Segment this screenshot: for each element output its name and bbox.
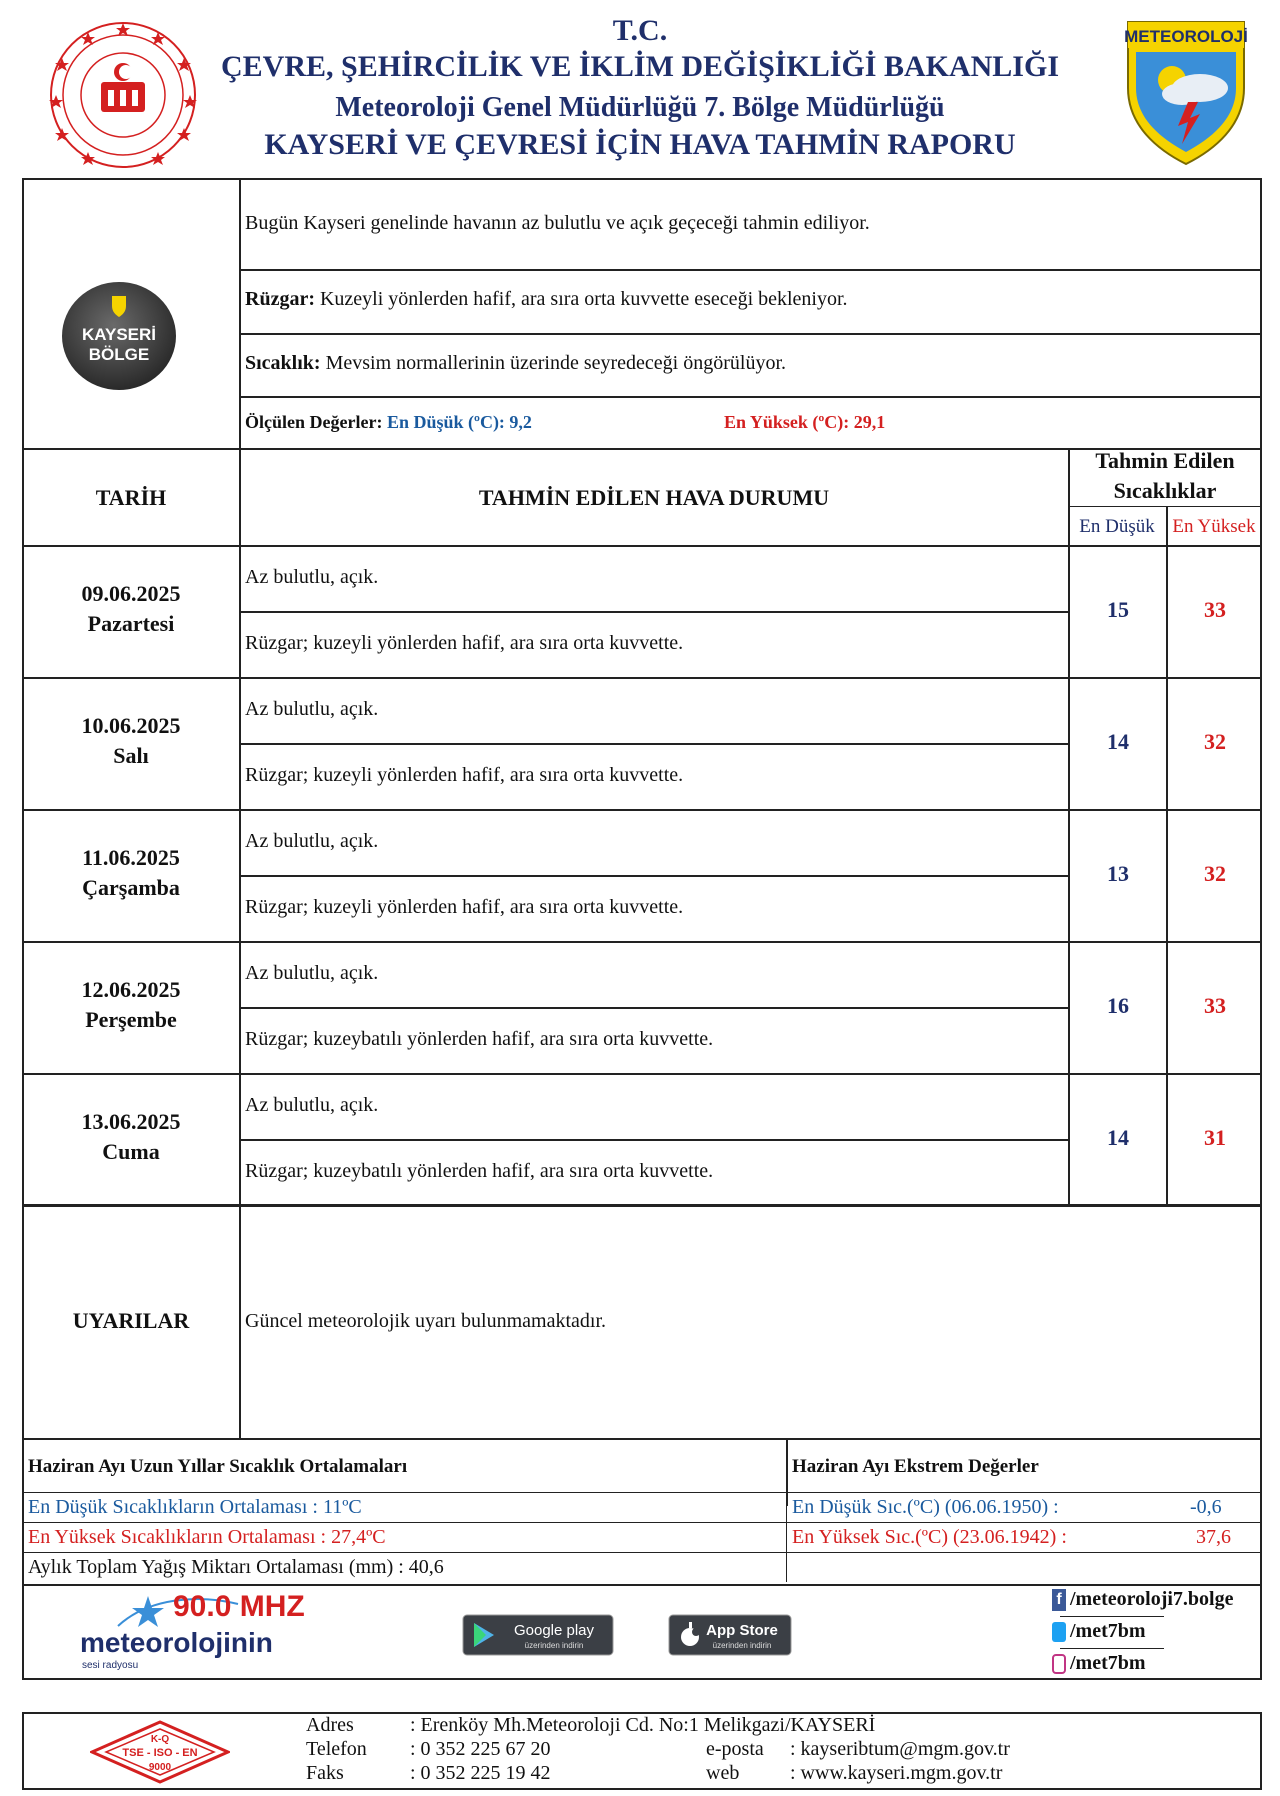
social-twitter[interactable] bbox=[1052, 1620, 1146, 1646]
social-facebook[interactable] bbox=[1052, 1588, 1233, 1614]
address-value: : Erenköy Mh.Meteoroloji Cd. No:1 Melikgazi/KAYSERİ bbox=[410, 1714, 876, 1736]
kayseri-badge-icon bbox=[60, 280, 178, 392]
tse-iso-badge bbox=[90, 1720, 230, 1784]
summary-temperature bbox=[245, 352, 786, 375]
row-max-temp: 32 bbox=[1204, 861, 1226, 886]
header-tc: T.C. bbox=[612, 14, 668, 47]
google-play-button[interactable] bbox=[462, 1614, 614, 1656]
row-weather: Az bulutlu, açık. bbox=[245, 566, 379, 588]
row-date: 12.06.2025 bbox=[81, 977, 181, 1002]
climate-avg-rain: Aylık Toplam Yağış Miktarı Ortalaması (mm) : 40,6 bbox=[28, 1556, 444, 1578]
extreme-max-label: En Yüksek Sıc.(ºC) (23.06.1942) : bbox=[792, 1526, 1067, 1548]
row-wind: Rüzgar; kuzeyli yönlerden hafif, ara sıra orta kuvvette. bbox=[245, 896, 684, 918]
radio-sub: sesi radyosu bbox=[82, 1660, 139, 1671]
radio-logo-icon bbox=[78, 1586, 318, 1676]
fax-value: : 0 352 225 19 42 bbox=[410, 1762, 551, 1784]
row-date: 10.06.2025 bbox=[81, 713, 181, 738]
radio-logo[interactable] bbox=[78, 1586, 318, 1676]
row-max-temp: 32 bbox=[1204, 729, 1226, 754]
warnings-label: UYARILAR bbox=[72, 1308, 190, 1333]
kayseri-bolge-badge bbox=[60, 280, 178, 392]
row-day: Salı bbox=[113, 743, 149, 768]
cert-line3: 9000 bbox=[148, 1762, 172, 1773]
badge-line2: BÖLGE bbox=[88, 345, 150, 364]
row-date: 11.06.2025 bbox=[82, 845, 180, 870]
col-header-min: En Düşük bbox=[1079, 516, 1155, 537]
climate-avg-max: En Yüksek Sıcaklıkların Ortalaması : 27,4ºC bbox=[28, 1526, 386, 1548]
web-label: web bbox=[706, 1762, 740, 1784]
row-min-temp: 14 bbox=[1107, 1125, 1129, 1150]
extreme-min-value: -0,6 bbox=[1190, 1496, 1222, 1518]
email-link[interactable]: : kayseribtum@mgm.gov.tr bbox=[790, 1738, 1010, 1760]
social-instagram[interactable] bbox=[1052, 1652, 1146, 1678]
google-play-line1: Google play bbox=[513, 1622, 595, 1639]
header-directorate: Meteoroloji Genel Müdürlüğü 7. Bölge Müdürlüğü bbox=[335, 92, 945, 123]
app-store-line2: üzerinden indirin bbox=[712, 1641, 772, 1650]
measured-values bbox=[245, 412, 532, 433]
phone-label: Telefon bbox=[306, 1738, 367, 1760]
tse-certificate-icon bbox=[90, 1720, 230, 1784]
col-header-date: TARİH bbox=[95, 485, 167, 510]
app-store-line1: App Store bbox=[706, 1622, 778, 1639]
temp-text: Mevsim normallerinin üzerinde seyredeceği öngörülüyor. bbox=[325, 352, 786, 374]
row-min-temp: 15 bbox=[1107, 597, 1129, 622]
header-ministry: ÇEVRE, ŞEHİRCİLİK VE İKLİM DEĞİŞİKLİĞİ BAKANLIĞI bbox=[221, 50, 1059, 83]
extreme-min-label: En Düşük Sıc.(ºC) (06.06.1950) : bbox=[792, 1496, 1059, 1518]
row-date: 13.06.2025 bbox=[81, 1109, 181, 1134]
row-day: Cuma bbox=[102, 1139, 160, 1164]
row-max-temp: 31 bbox=[1204, 1125, 1226, 1150]
wind-label: Rüzgar: bbox=[245, 288, 315, 310]
meteoroloji-shield-icon bbox=[1122, 18, 1250, 166]
row-weather: Az bulutlu, açık. bbox=[245, 1094, 379, 1116]
cert-line2: TSE - ISO - EN bbox=[122, 1747, 198, 1759]
web-link[interactable]: : www.kayseri.mgm.gov.tr bbox=[790, 1762, 1003, 1784]
cert-line1: K-Q bbox=[150, 1734, 170, 1745]
row-date: 09.06.2025 bbox=[81, 581, 181, 606]
row-wind: Rüzgar; kuzeyli yönlerden hafif, ara sıra orta kuvvette. bbox=[245, 632, 684, 654]
meteoroloji-logo bbox=[1122, 18, 1250, 166]
climate-right-title: Haziran Ayı Ekstrem Değerler bbox=[792, 1456, 1039, 1477]
wind-text: Kuzeyli yönlerden hafif, ara sıra orta kuvvette eseceği bekleniyor. bbox=[319, 288, 848, 310]
google-play-line2: üzerinden indirin bbox=[524, 1641, 584, 1650]
radio-frequency: 90.0 MHZ bbox=[173, 1590, 305, 1623]
facebook-icon: f bbox=[1052, 1589, 1066, 1611]
address-label: Adres bbox=[306, 1714, 354, 1736]
row-min-temp: 16 bbox=[1107, 993, 1129, 1018]
row-day: Perşembe bbox=[85, 1007, 177, 1032]
radio-brand: meteorolojinin bbox=[80, 1627, 273, 1658]
app-store-button[interactable] bbox=[668, 1614, 792, 1656]
instagram-handle: /met7bm bbox=[1070, 1652, 1146, 1674]
measured-min: En Düşük (ºC): 9,2 bbox=[386, 412, 532, 432]
twitter-icon bbox=[1052, 1622, 1066, 1642]
climate-avg-min: En Düşük Sıcaklıkların Ortalaması : 11ºC bbox=[28, 1496, 362, 1518]
col-header-max: En Yüksek bbox=[1172, 516, 1256, 537]
row-wind: Rüzgar; kuzeybatılı yönlerden hafif, ara sıra orta kuvvette. bbox=[245, 1028, 714, 1050]
forecast-table bbox=[22, 448, 1262, 1206]
col-header-temps-1: Tahmin Edilen bbox=[1095, 448, 1235, 473]
meteoroloji-logo-text: METEOROLOJİ bbox=[1124, 27, 1248, 46]
phone-value: : 0 352 225 67 20 bbox=[410, 1738, 551, 1760]
col-header-forecast: TAHMİN EDİLEN HAVA DURUMU bbox=[478, 485, 830, 510]
instagram-icon bbox=[1052, 1654, 1066, 1674]
measured-label: Ölçülen Değerler: bbox=[245, 412, 383, 432]
summary-general: Bugün Kayseri genelinde havanın az bulutlu ve açık geçeceği tahmin ediliyor. bbox=[245, 212, 870, 234]
row-max-temp: 33 bbox=[1204, 993, 1226, 1018]
warnings-text: Güncel meteorolojik uyarı bulunmamaktadır. bbox=[245, 1310, 607, 1332]
row-weather: Az bulutlu, açık. bbox=[245, 830, 379, 852]
badge-line1: KAYSERİ bbox=[81, 325, 157, 344]
row-wind: Rüzgar; kuzeyli yönlerden hafif, ara sıra orta kuvvette. bbox=[245, 764, 684, 786]
temp-label: Sıcaklık: bbox=[245, 352, 321, 374]
row-day: Pazartesi bbox=[87, 611, 175, 636]
row-min-temp: 13 bbox=[1107, 861, 1129, 886]
summary-wind bbox=[245, 288, 848, 311]
measured-max: En Yüksek (ºC): 29,1 bbox=[724, 412, 886, 432]
row-wind: Rüzgar; kuzeybatılı yönlerden hafif, ara sıra orta kuvvette. bbox=[245, 1160, 714, 1182]
email-label: e-posta bbox=[706, 1738, 764, 1760]
facebook-handle: /meteoroloji7.bolge bbox=[1070, 1588, 1234, 1610]
row-min-temp: 14 bbox=[1107, 729, 1129, 754]
twitter-handle: /met7bm bbox=[1070, 1620, 1146, 1642]
row-weather: Az bulutlu, açık. bbox=[245, 698, 379, 720]
row-weather: Az bulutlu, açık. bbox=[245, 962, 379, 984]
row-max-temp: 33 bbox=[1204, 597, 1226, 622]
extreme-max-value: 37,6 bbox=[1196, 1526, 1231, 1548]
fax-label: Faks bbox=[306, 1762, 344, 1784]
col-header-temps-2: Sıcaklıklar bbox=[1113, 478, 1217, 503]
climate-left-title: Haziran Ayı Uzun Yıllar Sıcaklık Ortalamaları bbox=[28, 1456, 408, 1477]
row-day: Çarşamba bbox=[82, 875, 180, 900]
page-title: KAYSERİ VE ÇEVRESİ İÇİN HAVA TAHMİN RAPORU bbox=[264, 128, 1016, 161]
